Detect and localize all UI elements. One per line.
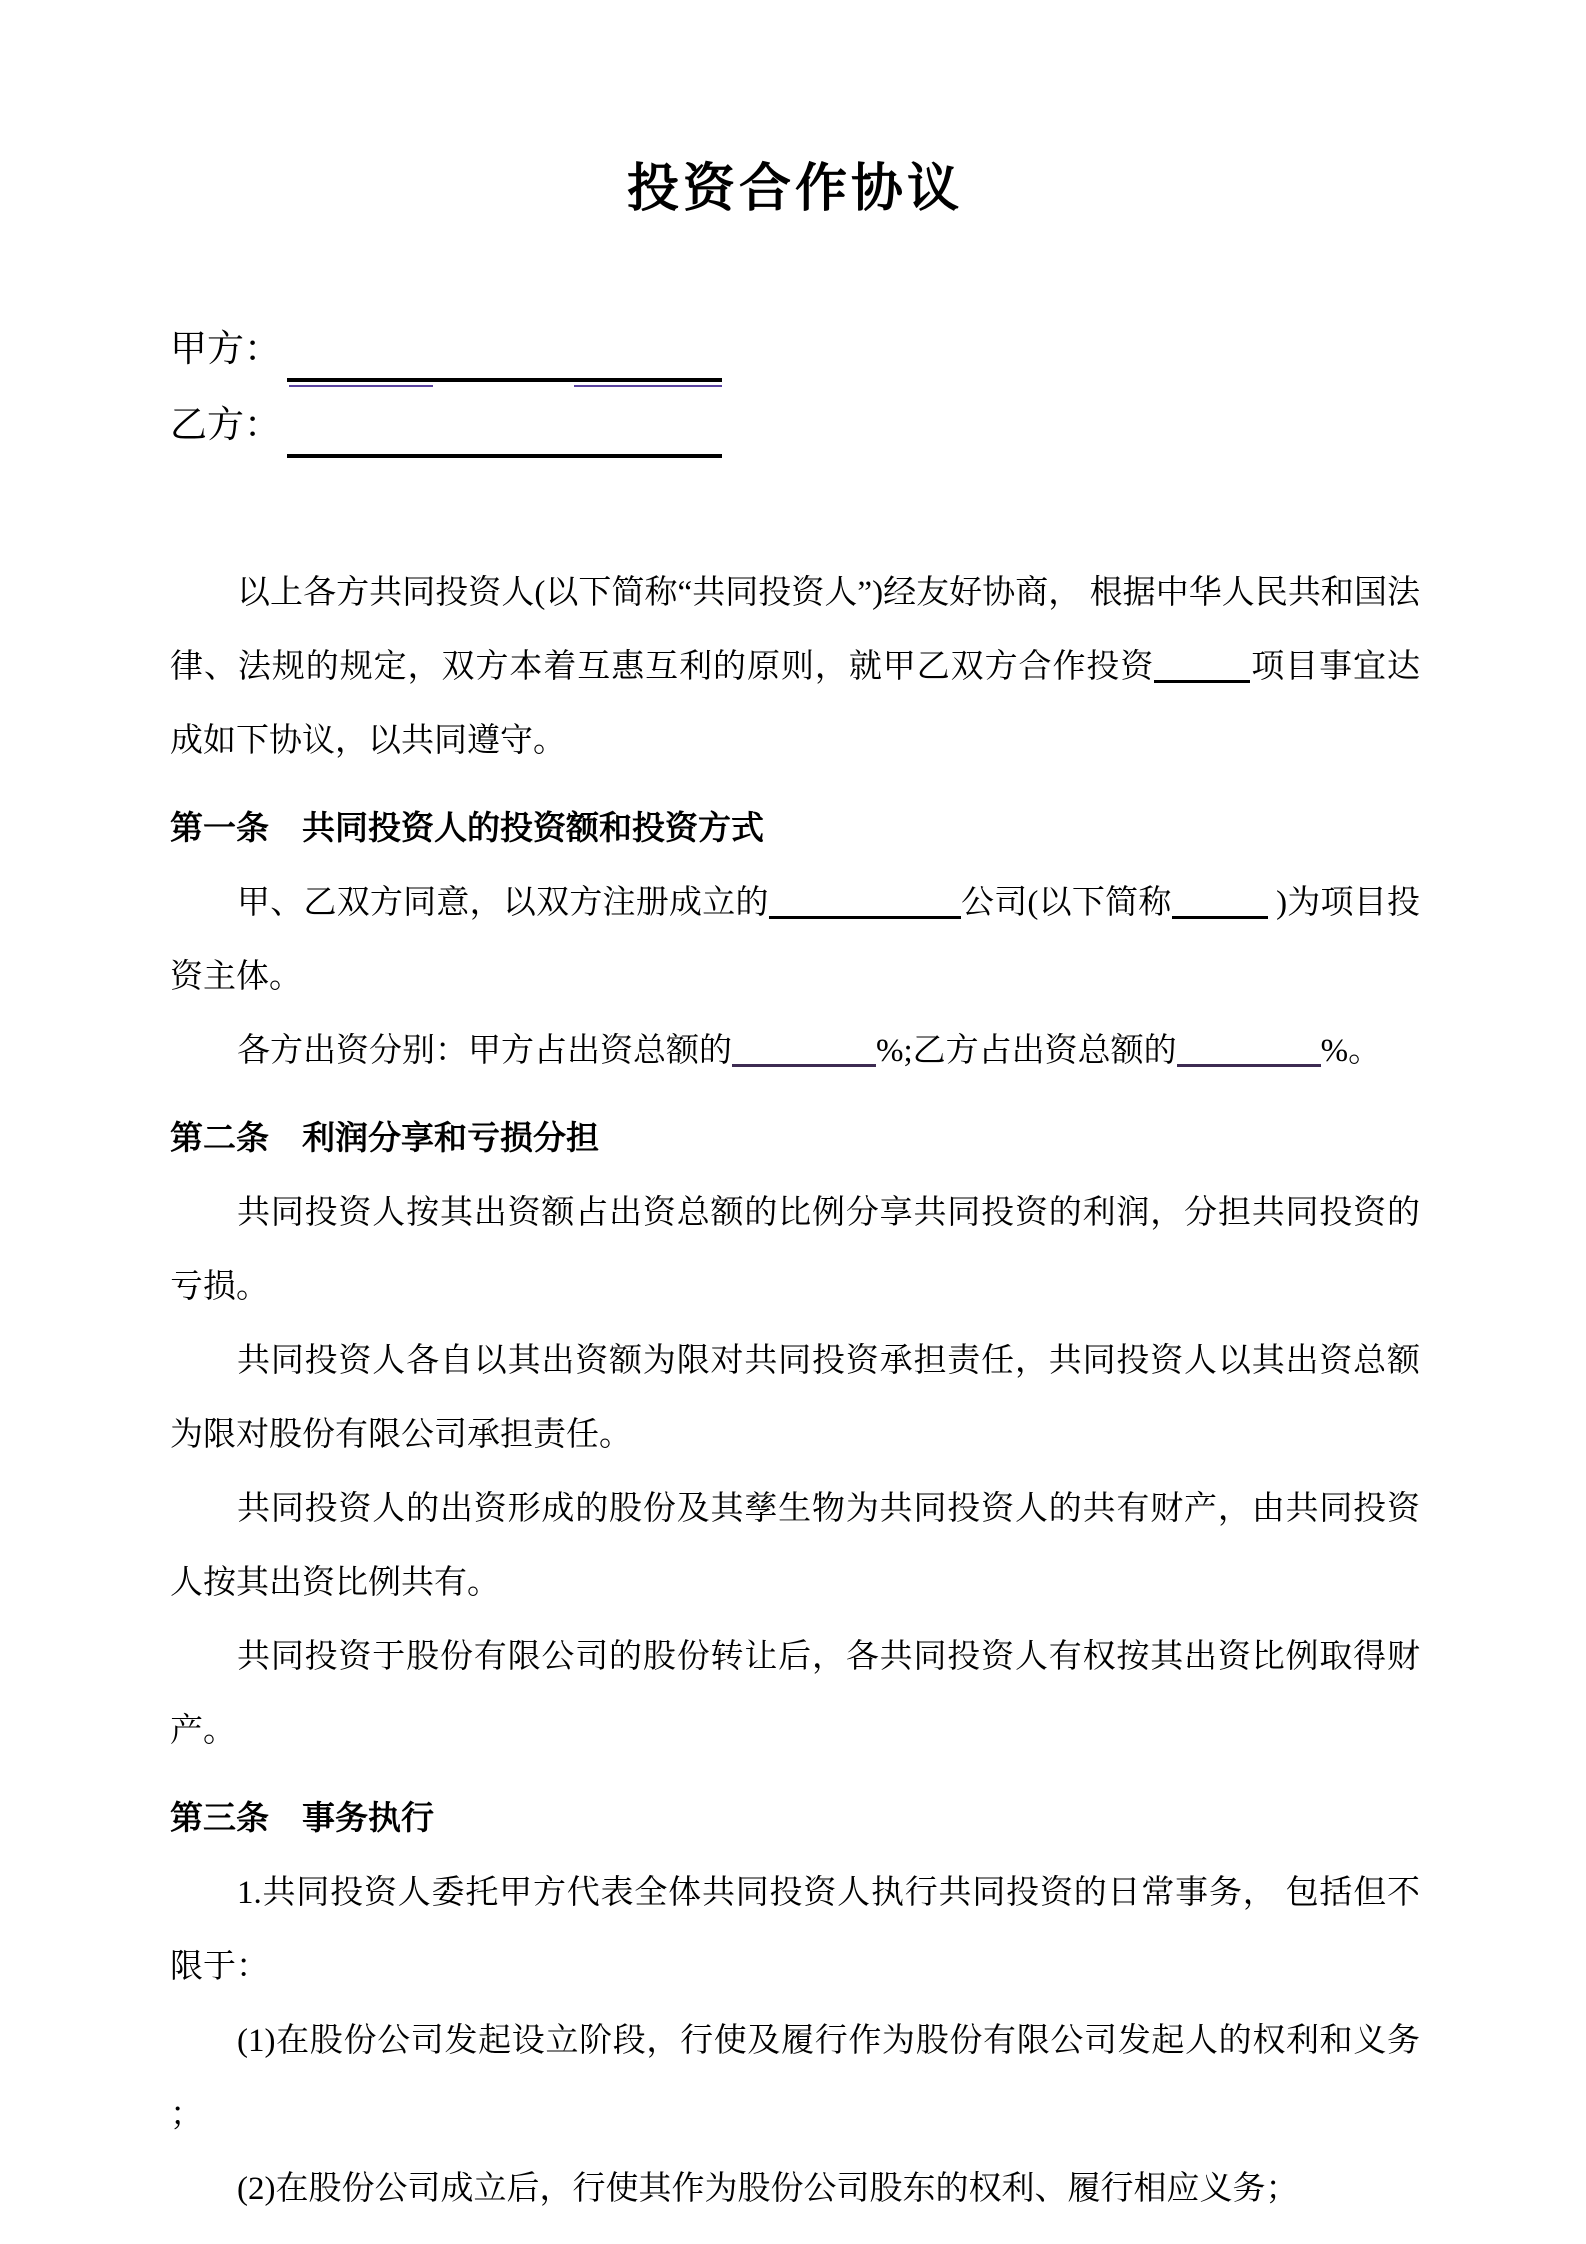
text-run: 以上各方共同投资人(以下简称“共同投资人”)经友好协商， 根据中华人民共和国法律、法规的规定，双方本着互惠互利的原则，就甲乙双方合作投资 <box>170 575 1420 685</box>
text-run: 1.共同投资人委托甲方代表全体共同投资人执行共同投资的日常事务， 包括但不限于： <box>170 1875 1420 1985</box>
text-run: 公司(以下简称 <box>960 885 1172 921</box>
party-b-blank-field[interactable] <box>287 454 722 458</box>
text-run: 项目事宜达成如下协议，以共同遵守。 <box>170 649 1421 759</box>
text-run: 共同投资人各自以其出资额为限对共同投资承担责任，共同投资人以其出资总额为限对股份有限公司承担责任。 <box>170 1343 1420 1453</box>
blank-field[interactable] <box>1154 680 1250 683</box>
party-a-blank-underline-right <box>574 385 722 387</box>
blank-field[interactable] <box>1172 916 1268 919</box>
paragraph <box>170 2004 1420 2152</box>
paragraph <box>170 1856 1420 2004</box>
text-run: )为项目投资主体。 <box>170 885 1420 995</box>
document-title: 投资合作协议 <box>626 161 963 218</box>
section-heading: 第二条 利润分享和亏损分担 <box>170 1121 599 1157</box>
paragraph <box>170 1176 1420 1324</box>
paragraph <box>170 556 1420 778</box>
party-a-line <box>170 318 1420 394</box>
text-run: 甲、乙双方同意，以双方注册成立的 <box>237 885 769 921</box>
party-a-blank-field[interactable] <box>287 378 722 382</box>
paragraph <box>170 1324 1420 1472</box>
text-run: %;乙方占出资总额的 <box>876 1033 1177 1069</box>
party-block <box>170 318 1420 470</box>
blank-field[interactable] <box>769 916 961 919</box>
text-run: %。 <box>1320 1033 1382 1069</box>
blank-field[interactable] <box>732 1064 876 1067</box>
section-heading: 第一条 共同投资人的投资额和投资方式 <box>170 811 764 847</box>
text-run: 各方出资分别：甲方占出资总额的 <box>237 1033 732 1069</box>
party-b-line <box>170 394 1420 470</box>
paragraph <box>170 1472 1420 1620</box>
section-heading: 第三条 事务执行 <box>170 1801 434 1837</box>
party-a-label: 甲方： <box>170 329 281 370</box>
text-run: 共同投资人按其出资额占出资总额的比例分享共同投资的利润，分担共同投资的亏损。 <box>170 1195 1420 1305</box>
paragraph <box>170 2152 1420 2226</box>
text-run: 共同投资于股份有限公司的股份转让后，各共同投资人有权按其出资比例取得财产。 <box>170 1639 1420 1749</box>
text-run: (1)在股份公司发起设立阶段，行使及履行作为股份有限公司发起人的权利和义务 ； <box>170 2023 1420 2133</box>
text-run: (2)在股份公司成立后，行使其作为股份公司股东的权利、履行相应义务； <box>237 2171 1299 2207</box>
party-b-label: 乙方： <box>170 405 281 446</box>
party-a-blank-underline-left <box>289 385 433 387</box>
blank-field[interactable] <box>1177 1064 1321 1067</box>
paragraph <box>170 866 1420 1014</box>
text-run: 共同投资人的出资形成的股份及其孳生物为共同投资人的共有财产，由共同投资人按其出资比例共有。 <box>170 1491 1420 1601</box>
paragraph <box>170 1620 1420 1768</box>
document-body <box>170 556 1420 2226</box>
paragraph <box>170 1014 1420 1088</box>
